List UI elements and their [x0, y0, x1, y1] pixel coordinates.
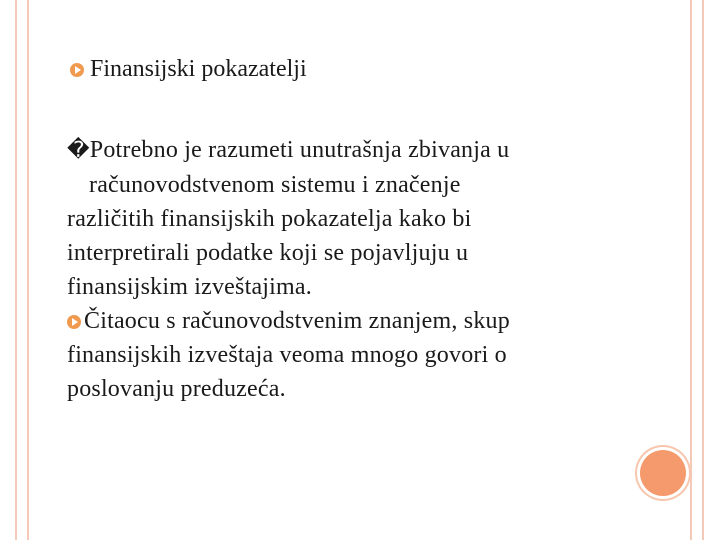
bullet-icon [70, 63, 84, 77]
left-border-decoration [15, 0, 29, 540]
paragraph-1-line: interpretirali podatke koji se pojavljuju u [67, 240, 469, 266]
paragraph-2-line: poslovanju preduzeća. [67, 376, 286, 402]
slide-heading [70, 56, 307, 83]
paragraph-1-line: �Potrebno je razumeti unutrašnja zbivanja u [67, 137, 510, 163]
paragraph-2-line: finansijskih izveštaja veoma mnogo govori o [67, 342, 507, 368]
right-border-decoration [690, 0, 704, 540]
paragraph-1-line: računovodstvenom sistemu i značenje [89, 172, 461, 198]
bullet-icon [67, 315, 81, 329]
heading-text: Finansijski pokazatelji [90, 56, 307, 82]
paragraph-2-line: Čitaocu s računovodstvenim znanjem, skup [67, 304, 627, 338]
slide-body [67, 133, 627, 406]
missing-glyph-icon: � [67, 138, 90, 163]
circle-decoration-icon [640, 450, 686, 496]
paragraph-1-line: različitih finansijskih pokazatelja kako bi [67, 206, 472, 232]
paragraph-1-line: finansijskim izveštajima. [67, 274, 312, 300]
